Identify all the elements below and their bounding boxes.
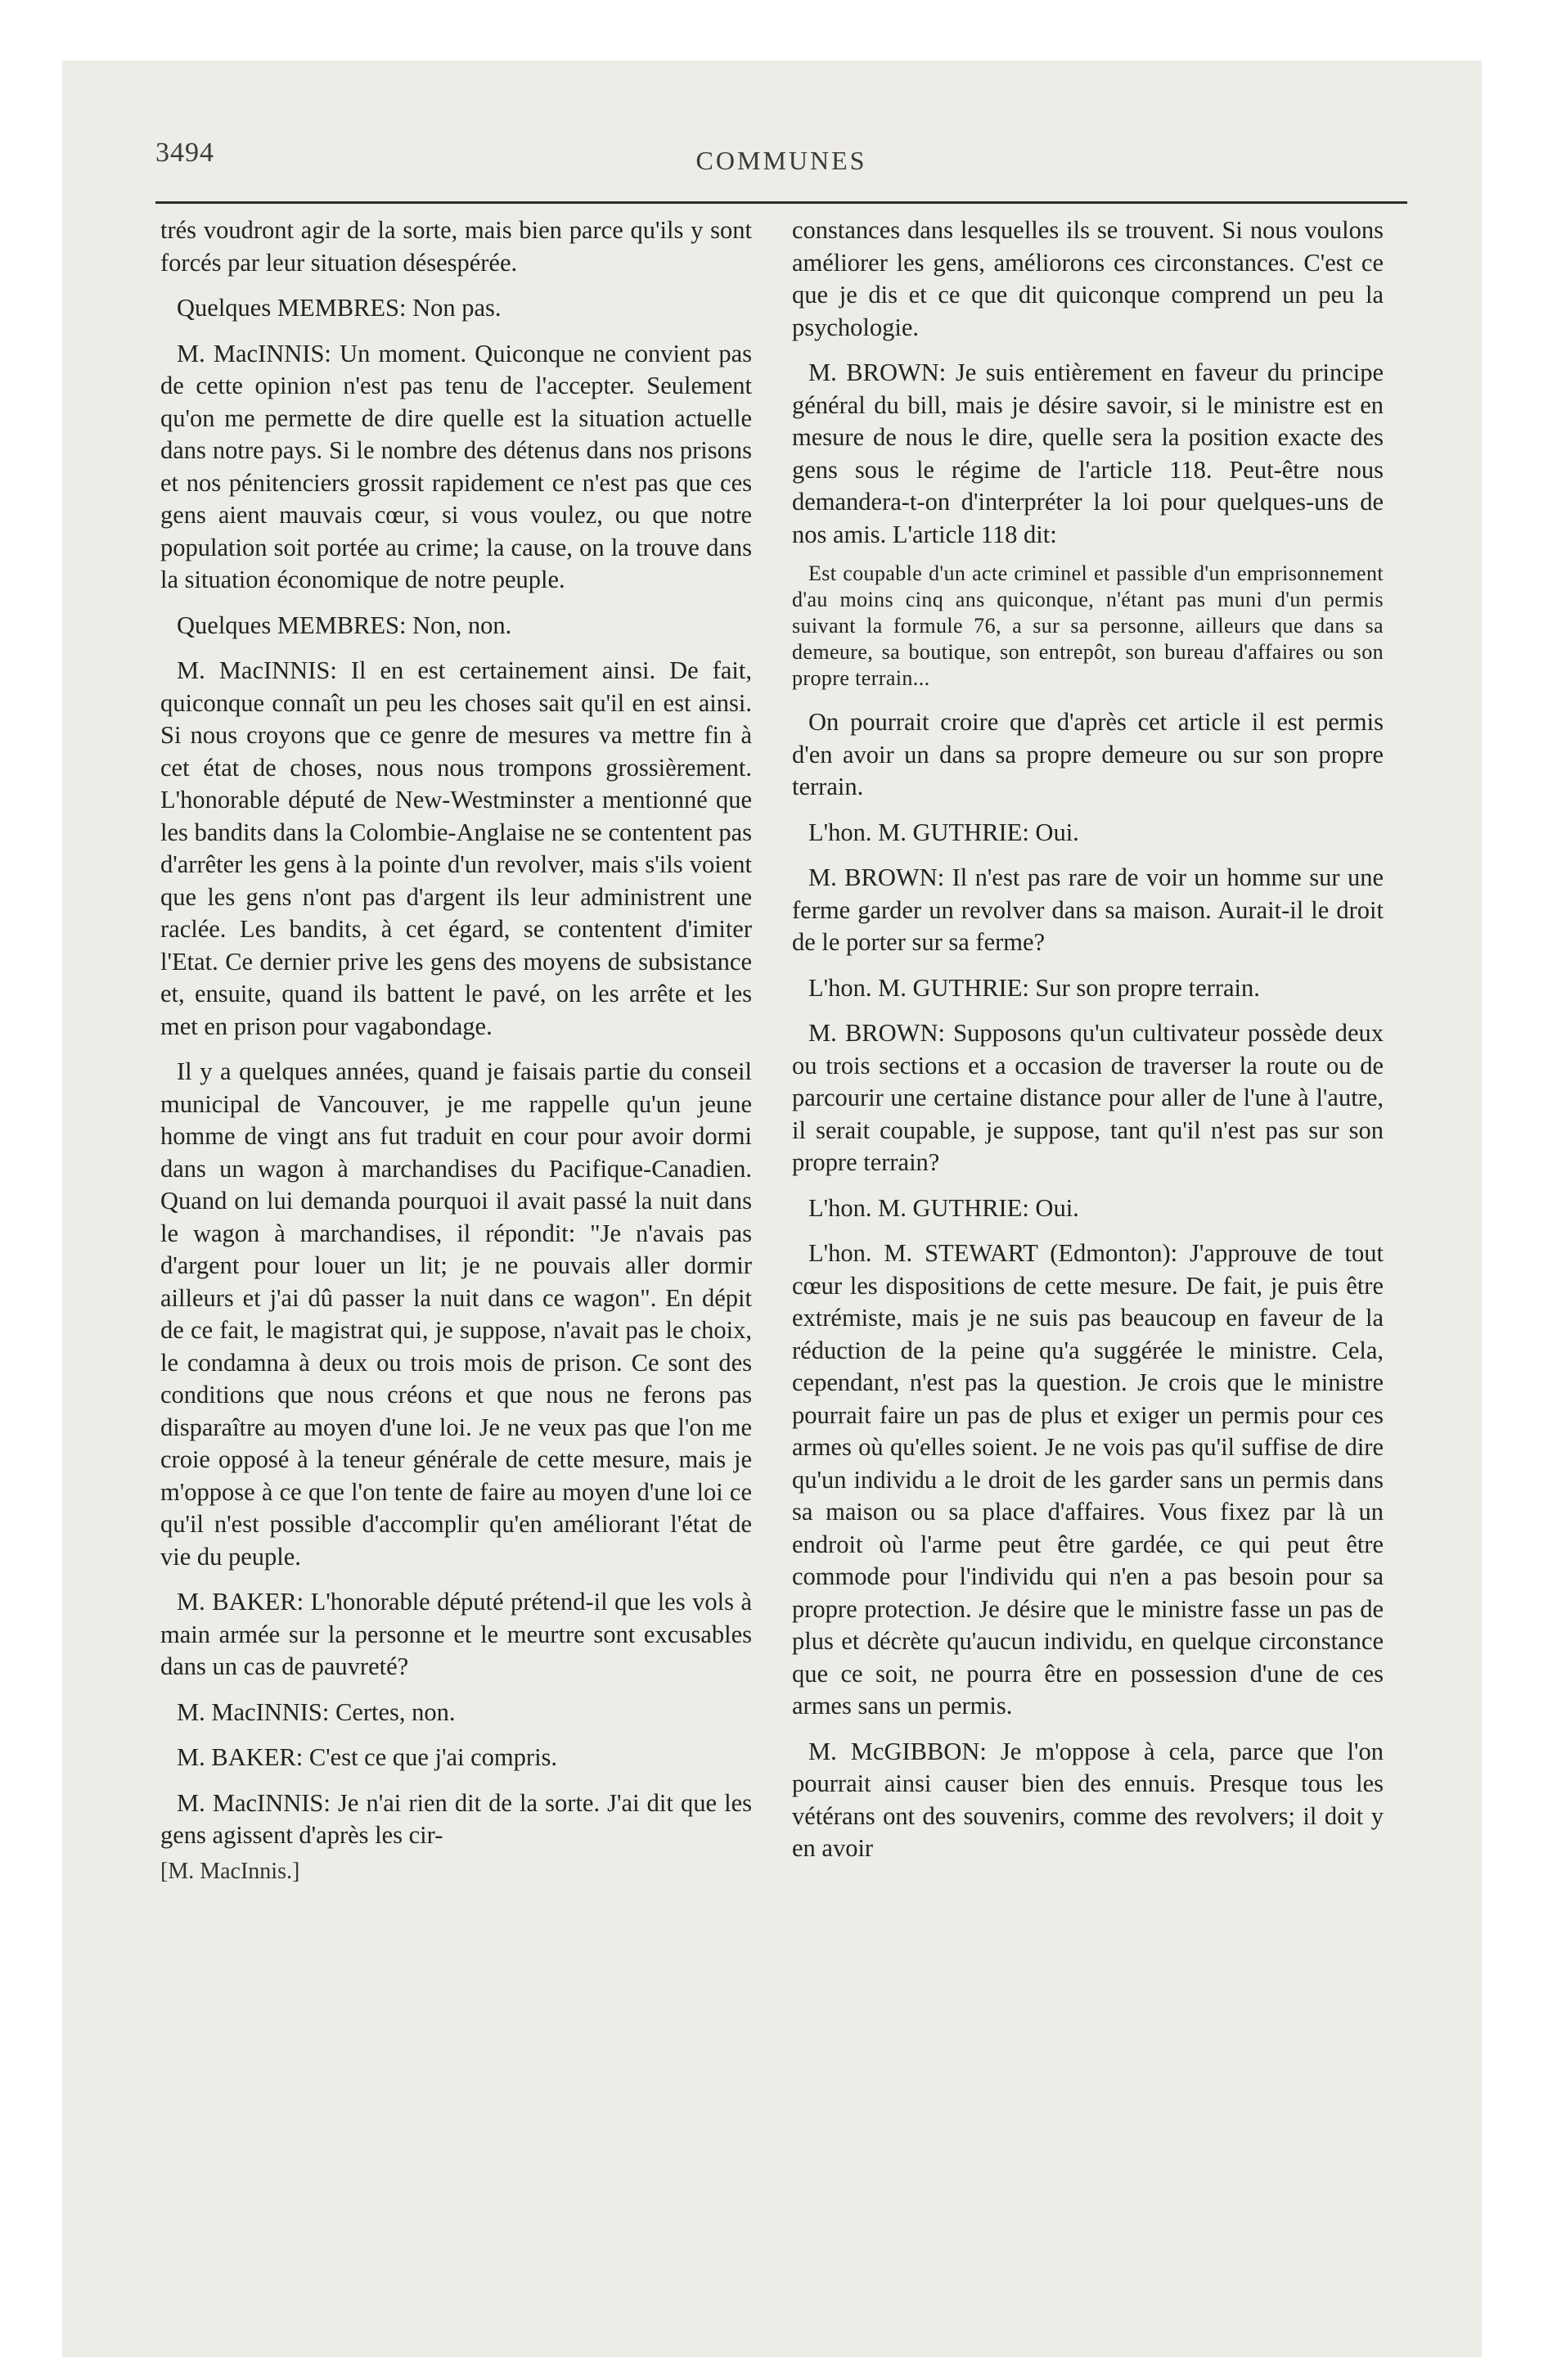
running-head: COMMUNES — [695, 146, 867, 175]
speaker-signature: [M. MacInnis.] — [160, 1858, 300, 1884]
left-column — [160, 214, 752, 1900]
paragraph: M. BROWN: Je suis entièrement en faveur du principe général du bill, mais je désire savoir, si le ministre est en mesure de nous le dire, quelle sera la position exacte des gens sous le régime de l'article 118. Peut-être nous demandera-t-on d'interpréter la loi pour quelques-uns de nos amis. L'article 118 dit: — [792, 358, 1384, 548]
paragraph: M. BAKER: C'est ce que j'ai compris. — [177, 1743, 558, 1771]
paragraph: Quelques MEMBRES: Non, non. — [177, 611, 512, 639]
paragraph: M. MacINNIS: Je n'ai rien dit de la sorte. J'ai dit que les gens agissent d'après les cir- — [160, 1788, 752, 1849]
quoted-article: Est coupable d'un acte criminel et passible d'un emprisonnement d'au moins cinq ans quiconque, n'étant pas muni d'un permis suivant la formule 76, a sur sa personne, ailleurs que dans sa demeure, sa boutique, son entrepôt, son bureau d'affaires ou son propre terrain... — [792, 561, 1384, 690]
page-header — [155, 137, 1407, 187]
paragraph: trés voudront agir de la sorte, mais bien parce qu'ils y sont forcés par leur situation désespérée. — [160, 216, 752, 277]
paragraph: L'hon. M. GUTHRIE: Sur son propre terrain. — [808, 973, 1260, 1002]
paragraph: L'hon. M. GUTHRIE: Oui. — [808, 818, 1079, 846]
paragraph: Il y a quelques années, quand je faisais partie du conseil municipal de Vancouver, je me rappelle qu'un jeune homme de vingt ans fut traduit en cour pour avoir dormi dans un wagon à marchandises du Pacifique-Canadien. Quand on lui demanda pourquoi il avait passé la nuit dans le wagon à marchandises, il répondit: "Je n'avais pas d'argent pour louer un lit; je ne pouvais aller dormir ailleurs et j'ai dû passer la nuit dans ce wagon". En dépit de ce fait, le magistrat qui, je suppose, n'avait pas le choix, le condamna à deux ou trois mois de prison. Ce sont des conditions que nous créons et que nous ne ferons pas disparaître au moyen d'une loi. Je ne veux pas que l'on me croie opposé à la teneur générale de cette mesure, mais je m'oppose à ce que l'on tente de faire au moyen d'une loi ce qu'il n'est possible d'accomplir qu'en améliorant l'état de vie du peuple. — [160, 1057, 752, 1571]
right-column — [792, 214, 1384, 1878]
paragraph: L'hon. M. STEWART (Edmonton): J'approuve de tout cœur les dispositions de cette mesure. De fait, je puis être extrémiste, mais je ne suis pas beaucoup en faveur de la réduction de la peine qu'a suggérée le ministre. Cela, cependant, n'est pas la question. Je crois que le ministre pourrait faire un pas de plus et exiger un permis pour ces armes où qu'elles soient. Je ne vois pas qu'il suffise de dire qu'un individu a le droit de les garder sans un permis dans sa maison ou sa place d'affaires. Vous fixez par là un endroit où l'arme peut être gardée, ce qui peut être commode pour l'individu qui n'en a pas besoin pour sa propre protection. Je désire que le ministre fasse un pas de plus et décrète qu'aucun individu, en quelque circonstance que ce soit, ne pourra être en possession d'une de ces armes sans un permis. — [792, 1239, 1384, 1720]
paragraph: On pourrait croire que d'après cet article il est permis d'en avoir un dans sa propre demeure ou sur son propre terrain. — [792, 708, 1384, 800]
paragraph: L'hon. M. GUTHRIE: Oui. — [808, 1193, 1079, 1222]
paragraph: M. MacINNIS: Un moment. Quiconque ne convient pas de cette opinion n'est pas tenu de l'accepter. Seulement qu'on me permette de dire quelle est la situation actuelle dans notre pays. Si le nombre des détenus dans nos prisons et nos pénitenciers grossit rapidement ce n'est pas que ces gens aient mauvais cœur, si vous voulez, ou que notre population soit portée au crime; la cause, on la trouve dans la situation économique de notre peuple. — [160, 339, 752, 593]
paragraph: Quelques MEMBRES: Non pas. — [177, 294, 502, 322]
paragraph: M. BAKER: L'honorable député prétend-il que les vols à main armée sur la personne et le meurtre sont excusables dans un cas de pauvreté? — [160, 1588, 752, 1680]
page-number: 3494 — [155, 137, 214, 168]
paragraph: M. MacINNIS: Certes, non. — [177, 1697, 456, 1726]
paragraph: M. McGIBBON: Je m'oppose à cela, parce que l'on pourrait ainsi causer bien des ennuis. Presque tous les vétérans ont des souvenirs, comme des revolvers; il doit y en avoir — [792, 1737, 1384, 1862]
paragraph: M. BROWN: Supposons qu'un cultivateur possède deux ou trois sections et a occasion de traverser la route ou de parcourir une certaine distance pour aller de l'une à l'autre, il serait coupable, je suppose, tant qu'il n'est pas sur son propre terrain? — [792, 1019, 1384, 1176]
paragraph: constances dans lesquelles ils se trouvent. Si nous voulons améliorer les gens, améliorons ces circonstances. C'est ce que je dis et ce que dit quiconque comprend un peu la psychologie. — [792, 216, 1384, 341]
header-rule — [155, 201, 1407, 204]
paragraph: M. MacINNIS: Il en est certainement ainsi. De fait, quiconque connaît un peu les choses sait qu'il en est ainsi. Si nous croyons que ce genre de mesures va mettre fin à cet état de choses, nous nous trompons grossièrement. L'honorable député de New-Westminster a mentionné que les bandits dans la Colombie-Anglaise ne se contentent pas d'arrêter les gens à la pointe d'un revolver, mais s'ils voient que les gens n'ont pas d'argent ils leur administrent une raclée. Les bandits, à cet égard, se contentent d'imiter l'Etat. Ce dernier prive les gens des moyens de subsistance et, ensuite, quand ils battent le pavé, on les arrête et les met en prison pour vagabondage. — [160, 656, 752, 1040]
paragraph: M. BROWN: Il n'est pas rare de voir un homme sur une ferme garder un revolver dans sa maison. Aurait-il le droit de le porter sur sa ferme? — [792, 863, 1384, 956]
